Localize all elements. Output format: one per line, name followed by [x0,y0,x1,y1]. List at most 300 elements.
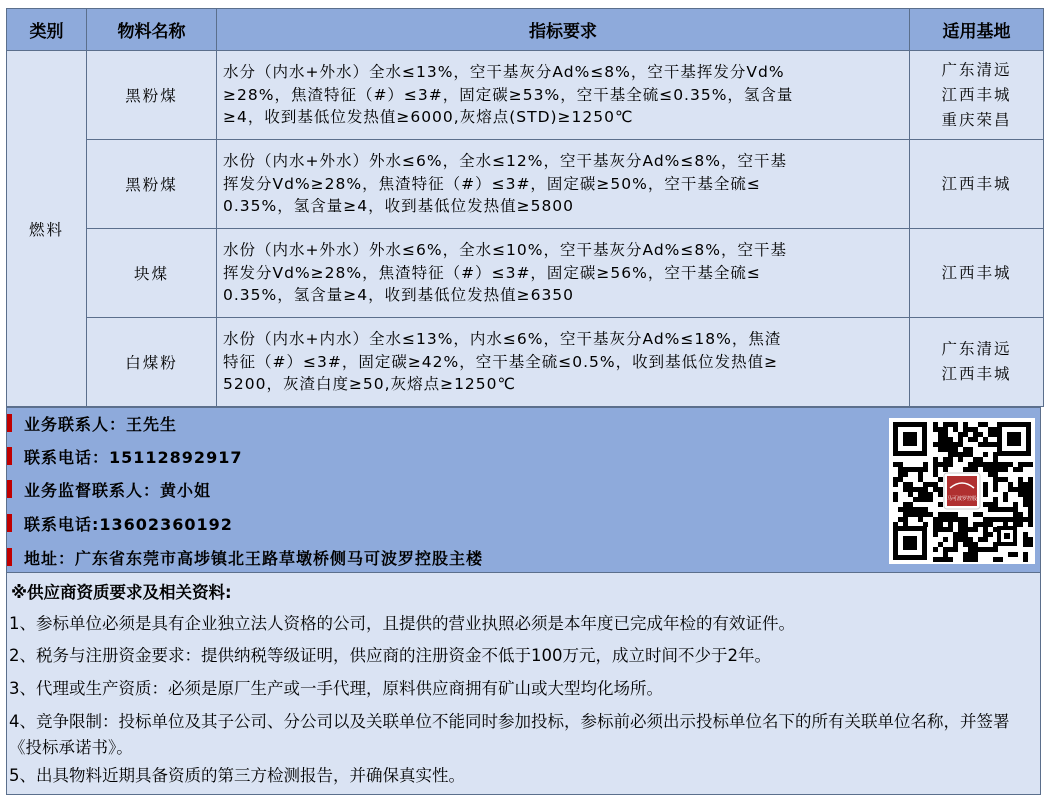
qr-module [953,422,958,427]
qr-module [1028,542,1033,547]
qr-module [918,507,923,512]
qr-module [948,527,953,532]
qr-module [993,517,998,522]
qr-module [983,462,988,467]
qr-module [1018,492,1023,497]
qr-module [988,432,993,437]
qr-module [963,527,968,532]
qr-module [973,427,978,432]
material-name: 黑粉煤 [87,51,217,140]
qr-module [978,457,983,462]
qr-module [1028,487,1033,492]
qr-module [938,477,943,482]
contact-person [7,412,177,434]
qr-module [948,522,953,527]
base-name: 广东清远 [941,340,1012,358]
qr-module [958,517,963,522]
qr-module [913,467,918,472]
qr-module [943,467,948,472]
contact-text: 业务监督联系人：黄小姐 [24,480,212,500]
qr-module [913,507,918,512]
qr-module [918,472,923,477]
qr-module [893,477,898,482]
qr-module [913,512,918,517]
base-name: 江西丰城 [941,174,1012,193]
qr-module [993,472,998,477]
qr-module [1018,512,1023,517]
qr-module [983,442,988,447]
qr-module [968,547,973,552]
qr-module [978,547,983,552]
qr-module [983,452,988,457]
qr-module [908,482,913,487]
spec-line: ≥28%，焦渣特征（#）≤3#，固定碳≥53%，空干基全硫≤0.35%，氢含量 [223,85,794,104]
qr-module [1008,482,1013,487]
qr-module [1003,507,1008,512]
qr-module [1023,532,1028,537]
qr-module [958,437,963,442]
qr-module [933,547,938,552]
qr-module [903,467,908,472]
qr-module [1018,477,1023,482]
qr-module [973,467,978,472]
qr-module [963,542,968,547]
qr-module [1023,487,1028,492]
note-item: 2、税务与注册资金要求：提供纳税等级证明，供应商的注册资金不低于100万元，成立时间不少于2年。 [9,646,771,665]
qr-module [943,557,948,562]
qr-module [1023,557,1028,562]
qr-module [1028,522,1033,527]
qr-module [968,452,973,457]
notes-title: ※供应商资质要求及相关资料: [11,583,232,602]
qr-module [968,552,973,557]
qr-module [978,432,983,437]
qr-module [943,432,948,437]
qr-module [983,522,988,527]
qr-module [978,462,983,467]
contact-text: 业务联系人：王先生 [24,414,178,434]
red-bullet-bar [7,514,12,532]
qr-module [958,432,963,437]
header-spec: 指标要求 [217,9,910,51]
spec-cell [217,140,910,229]
qr-module [993,462,998,467]
spec-line: 水份（内水+内水）全水≤13%，内水≤6%，空干基灰分Ad%≤18%，焦渣 [223,330,782,349]
qr-module [953,537,958,542]
qr-module [938,557,943,562]
qr-module [938,432,943,437]
qr-module [958,522,963,527]
qr-module [993,477,998,482]
spec-line: 挥发分Vd%≥28%，焦渣特征（#）≤3#，固定碳≥50%，空干基全硫≤ [223,174,761,193]
qr-module [1018,517,1023,522]
note-item: 5、出具物料近期具备资质的第三方检测报告，并确保真实性。 [9,766,465,785]
qr-module [958,532,963,537]
qr-module [973,542,978,547]
spec-line: 挥发分Vd%≥28%，焦渣特征（#）≤3#，固定碳≥56%，空干基全硫≤ [223,263,761,282]
qr-module [1013,517,1018,522]
qr-module [993,457,998,462]
qr-module [988,472,993,477]
qr-module [1018,462,1023,467]
qr-module [993,547,998,552]
spec-cell [217,229,910,318]
qr-module [1028,492,1033,497]
qr-module [928,492,933,497]
qr-module [1003,497,1008,502]
qr-module [963,522,968,527]
qr-module [963,447,968,452]
qr-module [963,557,968,562]
qr-module [943,437,948,442]
qr-module [978,512,983,517]
qr-module [898,507,903,512]
spec-line: 0.35%，氢含量≥4，收到基低位发热值≥6350 [223,286,575,305]
qr-module [938,502,943,507]
qr-module [938,517,943,522]
qr-module [923,467,928,472]
qr-code-graphic [889,418,1035,564]
qr-module [913,497,918,502]
qr-module [963,532,968,537]
qr-module [898,462,903,467]
qr-module [978,537,983,542]
base-name: 重庆荣昌 [941,110,1012,129]
base-cell [910,229,1044,318]
qr-module [898,467,903,472]
qr-module [898,477,903,482]
qr-module [948,422,953,427]
qr-module [988,442,993,447]
qr-module [1028,517,1033,522]
qr-module [898,472,903,477]
qr-module [933,442,938,447]
qr-module [948,462,953,467]
qr-module [933,462,938,467]
qr-module [948,457,953,462]
qr-module [908,492,913,497]
qr-module [918,477,923,482]
qr-module [1023,462,1028,467]
qr-module [973,432,978,437]
header-material: 物料名称 [87,9,217,51]
note-item: 1、参标单位必须是具有企业独立法人资格的公司，且提供的营业执照必须是本年度已完成年检的有效证件。 [9,614,795,633]
qr-module [963,422,968,427]
table-row [7,140,1044,229]
qr-module [1008,552,1013,557]
red-bullet-bar [7,414,12,432]
qr-module [958,452,963,457]
qr-module [918,517,923,522]
qr-module [953,447,958,452]
header-category: 类别 [7,9,87,51]
qr-module [1018,522,1023,527]
qr-module [958,537,963,542]
qr-module [973,437,978,442]
qr-module [953,547,958,552]
header-base: 适用基地 [910,9,1044,51]
spec-line: 水份（内水+外水）外水≤6%，全水≤12%，空干基灰分Ad%≤8%，空干基 [223,152,787,171]
material-spec-table [6,8,1044,407]
qr-module [998,557,1003,562]
qr-logo-text: 马可波罗控股 [946,496,978,502]
note-item: 4、竞争限制：投标单位及其子公司、分公司以及关联单位不能同时参加投标，参标前必须出示投标单位名下的所有关联单位名称，并签署《投标承诺书》。 [9,712,1010,757]
qr-module [928,512,933,517]
qr-module [1023,492,1028,497]
qr-module [1023,552,1028,557]
qr-module [988,547,993,552]
qr-module [1008,462,1013,467]
qr-module [948,517,953,522]
qr-module [923,482,928,487]
qr-module [933,472,938,477]
qr-module [998,462,1003,467]
qr-module [1028,477,1033,482]
qr-module [933,467,938,472]
qr-module [923,507,928,512]
qr-module [953,542,958,547]
qr-module [928,497,933,502]
qr-module [903,512,908,517]
qr-module [1003,517,1008,522]
qr-module [923,462,928,467]
qr-module [958,457,963,462]
qr-module [958,527,963,532]
table-row [7,318,1044,407]
table-row [7,229,1044,318]
table-row [7,51,1044,140]
qr-module [898,517,903,522]
base-cell [910,318,1044,407]
contact-panel [6,407,1041,573]
qr-module [1028,462,1033,467]
qr-module [1023,497,1028,502]
qr-module [1008,487,1013,492]
qr-module [993,497,998,502]
qr-module [943,512,948,517]
qr-module [1013,502,1018,507]
qr-module [1028,482,1033,487]
qr-module [943,527,948,532]
qr-module [973,512,978,517]
qr-module [903,507,908,512]
qr-module [983,482,988,487]
qr-module [983,517,988,522]
qr-module [943,447,948,452]
qr-module [953,517,958,522]
qr-module [998,517,1003,522]
qr-module [963,452,968,457]
qr-module [978,522,983,527]
note-item: 3、代理或生产资质：必须是原厂生产或一手代理，原料供应商拥有矿山或大型均化场所。 [9,679,663,698]
qr-module [1023,482,1028,487]
qr-module [1013,512,1018,517]
qr-module [1018,482,1023,487]
qr-module [933,522,938,527]
qr-module [953,452,958,457]
qr-module [983,502,988,507]
qr-module [988,467,993,472]
spec-cell [217,51,910,140]
qr-module [948,447,953,452]
qr-module [1008,517,1013,522]
qr-module [943,517,948,522]
qr-module [893,492,898,497]
qr-module [933,457,938,462]
qr-module [923,487,928,492]
contact-address [7,546,483,568]
qr-module [948,437,953,442]
qr-module [998,477,1003,482]
qr-module [953,442,958,447]
spec-line: 水分（内水+外水）全水≤13%，空干基灰分Ad%≤8%，空干基挥发分Vd% [223,63,785,82]
qr-module [1013,507,1018,512]
qr-module [993,482,998,487]
qr-module [993,502,998,507]
qr-module [908,502,913,507]
qr-module [933,427,938,432]
base-name: 江西丰城 [941,85,1012,104]
qr-module [1023,502,1028,507]
qr-module [1028,502,1033,507]
qr-module [1013,552,1018,557]
red-bullet-bar [7,548,12,566]
qr-module [983,492,988,497]
qr-module [988,507,993,512]
qr-module [1023,537,1028,542]
qr-module [908,512,913,517]
base-cell [910,140,1044,229]
qr-module [1013,487,1018,492]
qr-module [978,442,983,447]
material-name: 白煤粉 [87,318,217,407]
qr-module [918,497,923,502]
qr-module [933,482,938,487]
qr-module [948,547,953,552]
qr-module [988,522,993,527]
qr-module [968,467,973,472]
qr-module [938,492,943,497]
qr-module [1008,507,1013,512]
qr-module [938,462,943,467]
qr-module [953,512,958,517]
qr-module [968,527,973,532]
spec-cell [217,318,910,407]
qr-module [933,532,938,537]
qr-module [908,507,913,512]
qr-module [1018,487,1023,492]
qr-module [1003,492,1008,497]
qr-module [968,542,973,547]
qr-module [953,532,958,537]
material-name: 块煤 [87,229,217,318]
qr-module [973,557,978,562]
qr-module [923,512,928,517]
qr-module [948,557,953,562]
qr-module [973,552,978,557]
qr-module [938,487,943,492]
qr-module [958,442,963,447]
qr-module [968,447,973,452]
qr-module [908,467,913,472]
spec-line: ≥4，收到基低位发热值≥6000,灰熔点(STD)≥1250℃ [223,108,634,127]
base-name: 广东清远 [941,60,1012,79]
qr-module [988,502,993,507]
qr-module [943,547,948,552]
qr-module [893,482,898,487]
qr-module [943,427,948,432]
qr-module [998,507,1003,512]
qr-module [918,492,923,497]
qr-module [903,517,908,522]
qr-module [938,522,943,527]
qr-code-icon[interactable] [889,418,1035,564]
qr-module [1023,517,1028,522]
qr-module [973,547,978,552]
qr-module [933,517,938,522]
qr-module [988,532,993,537]
qr-module [993,487,998,492]
qr-module [973,457,978,462]
qr-module [978,422,983,427]
qr-module [1028,512,1033,517]
qr-module [943,462,948,467]
qr-module [938,437,943,442]
qr-module [1003,467,1008,472]
spec-line: 特征（#）≤3#，固定碳≥42%，空干基全硫≤0.5%，收到基低位发热值≥ [223,352,779,371]
base-name: 江西丰城 [941,365,1012,383]
red-bullet-bar [7,447,12,465]
qr-module [973,522,978,527]
qr-module [903,487,908,492]
qr-module [1018,467,1023,472]
contact-text: 地址：广东省东莞市高埗镇北王路草墩桥侧马可波罗控股主楼 [24,548,484,568]
qr-module [993,507,998,512]
qr-module [983,532,988,537]
qr-module [943,537,948,542]
qr-module [993,467,998,472]
base-name: 江西丰城 [941,263,1012,282]
qr-module [983,527,988,532]
qr-module [963,427,968,432]
qr-module [943,422,948,427]
red-bullet-bar [7,480,12,498]
qr-module [948,452,953,457]
qr-module [973,527,978,532]
qr-module [983,547,988,552]
contact-phone [7,445,242,467]
spec-line: 0.35%，氢含量≥4，收到基低位发热值≥5800 [223,197,575,216]
material-name: 黑粉煤 [87,140,217,229]
qr-module [968,537,973,542]
qr-module [938,527,943,532]
qr-module [933,527,938,532]
qr-module [943,457,948,462]
qr-module [963,517,968,522]
qr-module [1003,477,1008,482]
qr-module [933,557,938,562]
qr-module [938,512,943,517]
qr-module [938,447,943,452]
qr-module [963,432,968,437]
qr-module [953,427,958,432]
qr-module [918,487,923,492]
qr-module [903,502,908,507]
qr-module [968,557,973,562]
qr-module [938,442,943,447]
qr-module [918,467,923,472]
qr-module [903,472,908,477]
